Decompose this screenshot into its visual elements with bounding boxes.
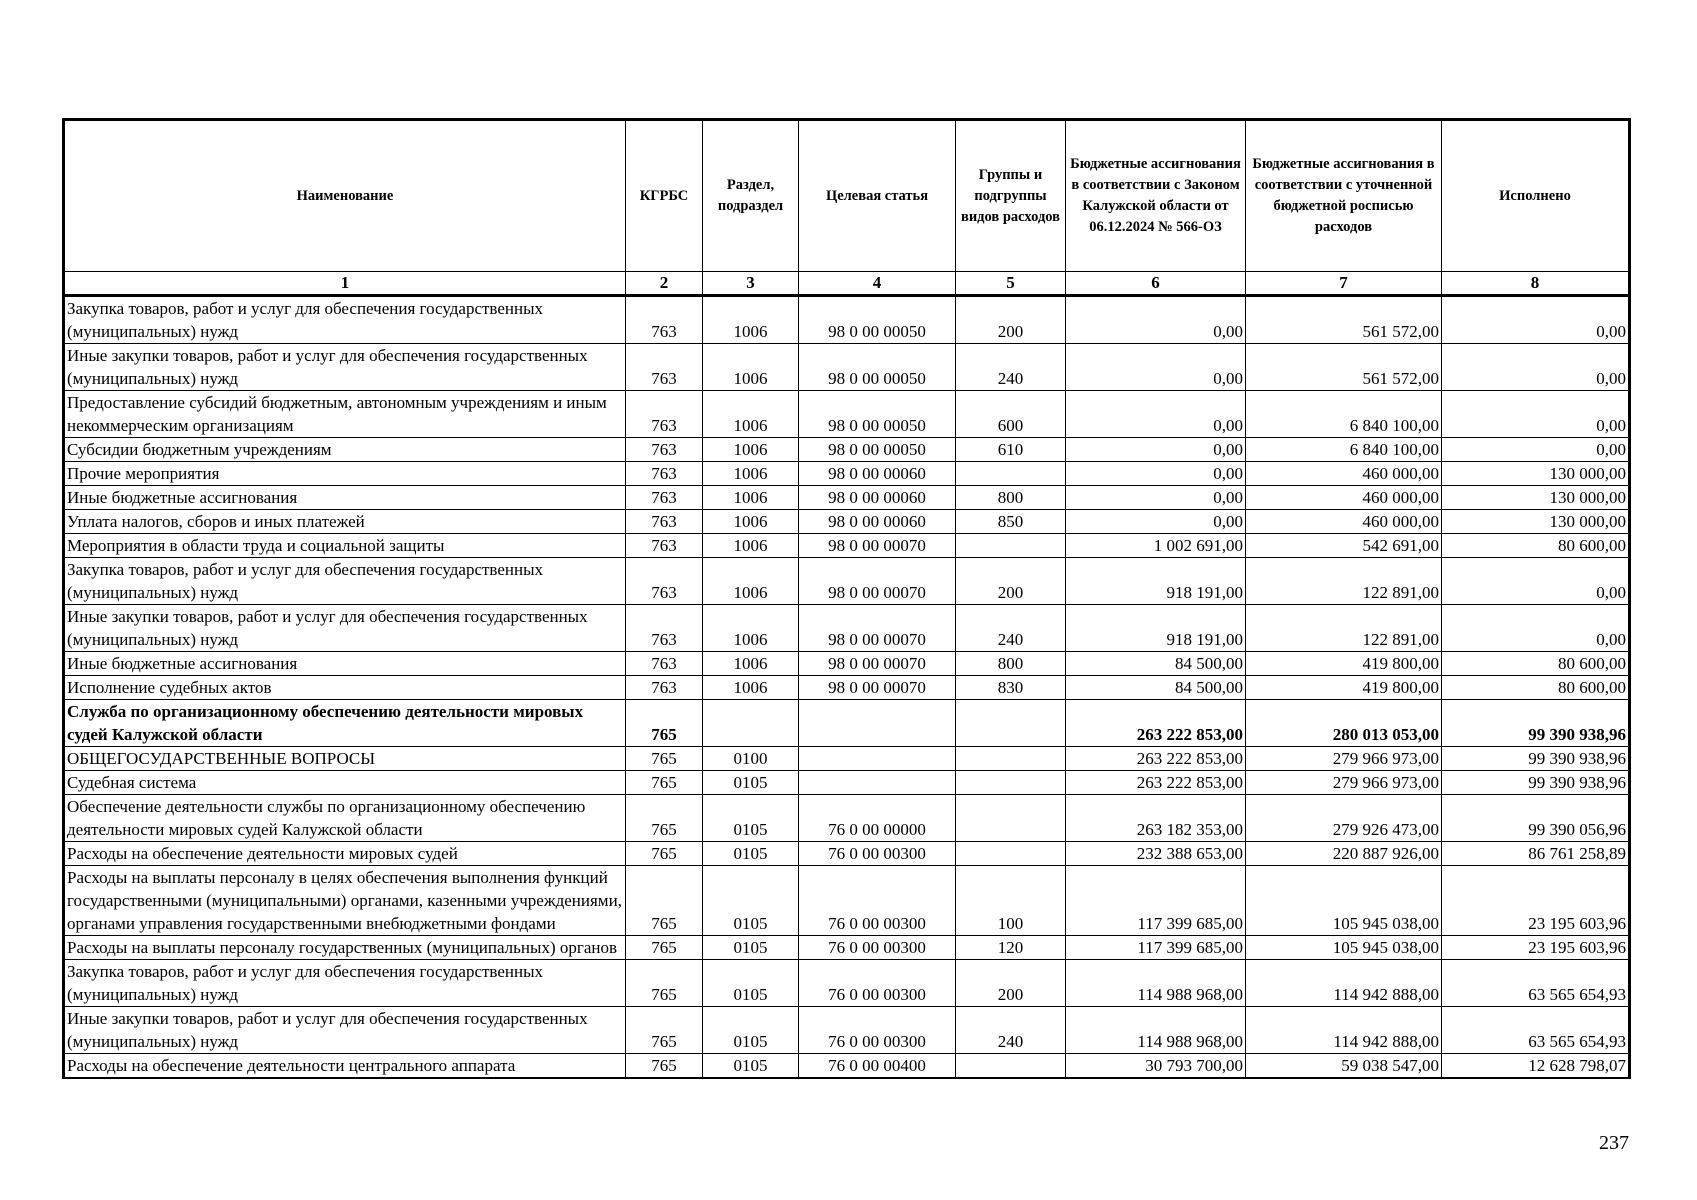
cell-executed: 80 600,00: [1442, 676, 1630, 700]
cell-target-article: 76 0 00 00300: [799, 1007, 956, 1054]
cell-kgrbs: 765: [626, 842, 703, 866]
cell-kgrbs: 765: [626, 936, 703, 960]
cell-expense-group: 610: [956, 438, 1066, 462]
cell-kgrbs: 765: [626, 960, 703, 1007]
cell-expense-group: [956, 842, 1066, 866]
cell-executed: 12 628 798,07: [1442, 1054, 1630, 1079]
cell-kgrbs: 763: [626, 605, 703, 652]
cell-expense-group: 240: [956, 344, 1066, 391]
header-kgrbs: КГРБС: [626, 120, 703, 272]
column-number: 4: [799, 272, 956, 296]
cell-expense-group: [956, 795, 1066, 842]
cell-target-article: 98 0 00 00060: [799, 510, 956, 534]
cell-kgrbs: 763: [626, 676, 703, 700]
cell-executed: 0,00: [1442, 438, 1630, 462]
cell-law-allocation: 84 500,00: [1066, 676, 1246, 700]
cell-name: ОБЩЕГОСУДАРСТВЕННЫЕ ВОПРОСЫ: [64, 747, 626, 771]
cell-name: Судебная система: [64, 771, 626, 795]
column-number-row: [64, 272, 1630, 296]
cell-law-allocation: 263 222 853,00: [1066, 700, 1246, 747]
table-row: [64, 1054, 1630, 1079]
cell-section: 0105: [703, 960, 799, 1007]
table-row: [64, 866, 1630, 936]
cell-law-allocation: 114 988 968,00: [1066, 960, 1246, 1007]
cell-law-allocation: 0,00: [1066, 462, 1246, 486]
page-number: 237: [1599, 1132, 1629, 1154]
cell-executed: 0,00: [1442, 296, 1630, 344]
cell-refined-allocation: 114 942 888,00: [1246, 960, 1442, 1007]
cell-section: 1006: [703, 486, 799, 510]
column-number: 3: [703, 272, 799, 296]
cell-section: 0105: [703, 1007, 799, 1054]
cell-name: Расходы на выплаты персоналу в целях обеспечения выполнения функций государственными (муниципальными) органами, казенными учреждениями, органами управления государственными внебюджетными фондами: [64, 866, 626, 936]
cell-kgrbs: 765: [626, 747, 703, 771]
cell-kgrbs: 765: [626, 1007, 703, 1054]
table-row: [64, 771, 1630, 795]
cell-target-article: 98 0 00 00050: [799, 438, 956, 462]
cell-expense-group: 120: [956, 936, 1066, 960]
cell-expense-group: [956, 462, 1066, 486]
cell-name: Предоставление субсидий бюджетным, автономным учреждениям и иным некоммерческим организациям: [64, 391, 626, 438]
cell-section: 1006: [703, 652, 799, 676]
cell-name: Служба по организационному обеспечению деятельности мировых судей Калужской области: [64, 700, 626, 747]
cell-refined-allocation: 279 926 473,00: [1246, 795, 1442, 842]
cell-refined-allocation: 6 840 100,00: [1246, 391, 1442, 438]
cell-refined-allocation: 419 800,00: [1246, 652, 1442, 676]
cell-name: Расходы на выплаты персоналу государственных (муниципальных) органов: [64, 936, 626, 960]
cell-section: 1006: [703, 558, 799, 605]
cell-executed: 0,00: [1442, 558, 1630, 605]
cell-refined-allocation: 460 000,00: [1246, 462, 1442, 486]
cell-name: Иные закупки товаров, работ и услуг для обеспечения государственных (муниципальных) нужд: [64, 605, 626, 652]
budget-table-container: [62, 118, 1628, 1079]
cell-section: 1006: [703, 344, 799, 391]
cell-expense-group: 240: [956, 1007, 1066, 1054]
cell-expense-group: 800: [956, 486, 1066, 510]
cell-name: Прочие мероприятия: [64, 462, 626, 486]
cell-expense-group: 100: [956, 866, 1066, 936]
cell-refined-allocation: 59 038 547,00: [1246, 1054, 1442, 1079]
cell-section: 0105: [703, 1054, 799, 1079]
cell-section: 0105: [703, 936, 799, 960]
cell-law-allocation: 30 793 700,00: [1066, 1054, 1246, 1079]
cell-target-article: 76 0 00 00300: [799, 936, 956, 960]
cell-refined-allocation: 460 000,00: [1246, 486, 1442, 510]
cell-expense-group: 600: [956, 391, 1066, 438]
cell-target-article: 98 0 00 00070: [799, 558, 956, 605]
cell-expense-group: [956, 534, 1066, 558]
table-row: [64, 842, 1630, 866]
cell-target-article: 98 0 00 00060: [799, 486, 956, 510]
cell-executed: 63 565 654,93: [1442, 960, 1630, 1007]
cell-name: Субсидии бюджетным учреждениям: [64, 438, 626, 462]
cell-target-article: [799, 771, 956, 795]
cell-refined-allocation: 280 013 053,00: [1246, 700, 1442, 747]
cell-name: Иные закупки товаров, работ и услуг для обеспечения государственных (муниципальных) нужд: [64, 1007, 626, 1054]
cell-executed: 80 600,00: [1442, 534, 1630, 558]
header-section: Раздел, подраздел: [703, 120, 799, 272]
cell-refined-allocation: 220 887 926,00: [1246, 842, 1442, 866]
table-row: [64, 795, 1630, 842]
cell-expense-group: [956, 771, 1066, 795]
table-row: [64, 438, 1630, 462]
table-row: [64, 486, 1630, 510]
cell-law-allocation: 117 399 685,00: [1066, 936, 1246, 960]
cell-refined-allocation: 122 891,00: [1246, 605, 1442, 652]
cell-executed: 99 390 938,96: [1442, 700, 1630, 747]
cell-name: Иные бюджетные ассигнования: [64, 486, 626, 510]
cell-kgrbs: 763: [626, 558, 703, 605]
cell-target-article: 76 0 00 00400: [799, 1054, 956, 1079]
cell-kgrbs: 763: [626, 486, 703, 510]
cell-law-allocation: 0,00: [1066, 296, 1246, 344]
cell-refined-allocation: 122 891,00: [1246, 558, 1442, 605]
cell-section: 1006: [703, 605, 799, 652]
cell-refined-allocation: 460 000,00: [1246, 510, 1442, 534]
column-number: 6: [1066, 272, 1246, 296]
cell-kgrbs: 765: [626, 795, 703, 842]
table-row: [64, 676, 1630, 700]
cell-refined-allocation: 279 966 973,00: [1246, 747, 1442, 771]
cell-section: 1006: [703, 534, 799, 558]
header-expense-groups: Группы и подгруппы видов расходов: [956, 120, 1066, 272]
column-number: 1: [64, 272, 626, 296]
cell-section: 1006: [703, 462, 799, 486]
cell-section: 1006: [703, 438, 799, 462]
cell-law-allocation: 84 500,00: [1066, 652, 1246, 676]
cell-law-allocation: 117 399 685,00: [1066, 866, 1246, 936]
cell-target-article: 76 0 00 00000: [799, 795, 956, 842]
cell-expense-group: 200: [956, 558, 1066, 605]
header-law-allocations: Бюджетные ассигнования в соответствии с Законом Калужской области от 06.12.2024 № 566-ОЗ: [1066, 120, 1246, 272]
cell-section: 0100: [703, 747, 799, 771]
cell-name: Обеспечение деятельности службы по организационному обеспечению деятельности мировых судей Калужской области: [64, 795, 626, 842]
cell-executed: 130 000,00: [1442, 462, 1630, 486]
table-row: [64, 747, 1630, 771]
cell-target-article: [799, 747, 956, 771]
header-row: [64, 120, 1630, 272]
cell-target-article: 76 0 00 00300: [799, 842, 956, 866]
cell-name: Исполнение судебных актов: [64, 676, 626, 700]
cell-section: 0105: [703, 866, 799, 936]
cell-name: Уплата налогов, сборов и иных платежей: [64, 510, 626, 534]
cell-executed: 80 600,00: [1442, 652, 1630, 676]
cell-section: 1006: [703, 510, 799, 534]
cell-executed: 63 565 654,93: [1442, 1007, 1630, 1054]
cell-executed: 0,00: [1442, 344, 1630, 391]
cell-refined-allocation: 6 840 100,00: [1246, 438, 1442, 462]
table-row: [64, 558, 1630, 605]
cell-target-article: 98 0 00 00070: [799, 652, 956, 676]
cell-kgrbs: 763: [626, 462, 703, 486]
cell-law-allocation: 0,00: [1066, 486, 1246, 510]
cell-section: 1006: [703, 676, 799, 700]
table-row: [64, 652, 1630, 676]
cell-law-allocation: 263 222 853,00: [1066, 747, 1246, 771]
cell-executed: 0,00: [1442, 391, 1630, 438]
cell-kgrbs: 765: [626, 1054, 703, 1079]
cell-name: Мероприятия в области труда и социальной защиты: [64, 534, 626, 558]
cell-executed: 23 195 603,96: [1442, 866, 1630, 936]
cell-executed: 99 390 056,96: [1442, 795, 1630, 842]
cell-executed: 99 390 938,96: [1442, 771, 1630, 795]
cell-kgrbs: 765: [626, 771, 703, 795]
cell-kgrbs: 763: [626, 391, 703, 438]
cell-law-allocation: 263 182 353,00: [1066, 795, 1246, 842]
cell-target-article: 98 0 00 00050: [799, 344, 956, 391]
cell-expense-group: [956, 747, 1066, 771]
cell-target-article: 98 0 00 00050: [799, 391, 956, 438]
cell-name: Закупка товаров, работ и услуг для обеспечения государственных (муниципальных) нужд: [64, 558, 626, 605]
cell-law-allocation: 0,00: [1066, 510, 1246, 534]
cell-target-article: 98 0 00 00070: [799, 676, 956, 700]
cell-expense-group: 200: [956, 296, 1066, 344]
cell-executed: 130 000,00: [1442, 510, 1630, 534]
cell-section: 1006: [703, 391, 799, 438]
cell-law-allocation: 0,00: [1066, 344, 1246, 391]
cell-law-allocation: 114 988 968,00: [1066, 1007, 1246, 1054]
cell-kgrbs: 765: [626, 700, 703, 747]
cell-refined-allocation: 561 572,00: [1246, 296, 1442, 344]
cell-kgrbs: 763: [626, 652, 703, 676]
header-target-article: Целевая статья: [799, 120, 956, 272]
cell-name: Закупка товаров, работ и услуг для обеспечения государственных (муниципальных) нужд: [64, 296, 626, 344]
column-number: 7: [1246, 272, 1442, 296]
cell-law-allocation: 1 002 691,00: [1066, 534, 1246, 558]
table-row: [64, 462, 1630, 486]
cell-kgrbs: 763: [626, 534, 703, 558]
cell-kgrbs: 763: [626, 344, 703, 391]
table-row: [64, 605, 1630, 652]
cell-refined-allocation: 105 945 038,00: [1246, 936, 1442, 960]
cell-section: 1006: [703, 296, 799, 344]
cell-target-article: [799, 700, 956, 747]
cell-expense-group: [956, 1054, 1066, 1079]
table-row: [64, 700, 1630, 747]
cell-executed: 130 000,00: [1442, 486, 1630, 510]
cell-name: Иные бюджетные ассигнования: [64, 652, 626, 676]
cell-target-article: 76 0 00 00300: [799, 866, 956, 936]
table-row: [64, 1007, 1630, 1054]
table-row: [64, 534, 1630, 558]
cell-section: 0105: [703, 842, 799, 866]
table-row: [64, 344, 1630, 391]
column-number: 8: [1442, 272, 1630, 296]
table-row: [64, 936, 1630, 960]
cell-expense-group: 830: [956, 676, 1066, 700]
cell-law-allocation: 263 222 853,00: [1066, 771, 1246, 795]
cell-expense-group: [956, 700, 1066, 747]
cell-name: Расходы на обеспечение деятельности мировых судей: [64, 842, 626, 866]
cell-executed: 99 390 938,96: [1442, 747, 1630, 771]
table-row: [64, 391, 1630, 438]
cell-kgrbs: 763: [626, 438, 703, 462]
cell-refined-allocation: 419 800,00: [1246, 676, 1442, 700]
cell-name: Иные закупки товаров, работ и услуг для обеспечения государственных (муниципальных) нужд: [64, 344, 626, 391]
cell-refined-allocation: 561 572,00: [1246, 344, 1442, 391]
header-refined-allocations: Бюджетные ассигнования в соответствии с уточненной бюджетной росписью расходов: [1246, 120, 1442, 272]
cell-target-article: 98 0 00 00060: [799, 462, 956, 486]
cell-executed: 86 761 258,89: [1442, 842, 1630, 866]
cell-target-article: 98 0 00 00050: [799, 296, 956, 344]
column-number: 5: [956, 272, 1066, 296]
cell-refined-allocation: 542 691,00: [1246, 534, 1442, 558]
column-number: 2: [626, 272, 703, 296]
cell-name: Расходы на обеспечение деятельности центрального аппарата: [64, 1054, 626, 1079]
cell-law-allocation: 232 388 653,00: [1066, 842, 1246, 866]
cell-section: 0105: [703, 795, 799, 842]
cell-executed: 23 195 603,96: [1442, 936, 1630, 960]
table-row: [64, 960, 1630, 1007]
cell-section: [703, 700, 799, 747]
table-body: [64, 296, 1630, 1079]
cell-target-article: 98 0 00 00070: [799, 534, 956, 558]
cell-name: Закупка товаров, работ и услуг для обеспечения государственных (муниципальных) нужд: [64, 960, 626, 1007]
budget-table: [62, 118, 1631, 1079]
cell-executed: 0,00: [1442, 605, 1630, 652]
cell-law-allocation: 918 191,00: [1066, 558, 1246, 605]
cell-expense-group: 850: [956, 510, 1066, 534]
cell-refined-allocation: 279 966 973,00: [1246, 771, 1442, 795]
cell-target-article: 76 0 00 00300: [799, 960, 956, 1007]
cell-kgrbs: 763: [626, 296, 703, 344]
cell-kgrbs: 763: [626, 510, 703, 534]
cell-refined-allocation: 114 942 888,00: [1246, 1007, 1442, 1054]
cell-law-allocation: 0,00: [1066, 438, 1246, 462]
cell-expense-group: 800: [956, 652, 1066, 676]
cell-section: 0105: [703, 771, 799, 795]
table-row: [64, 510, 1630, 534]
header-name: Наименование: [64, 120, 626, 272]
cell-law-allocation: 918 191,00: [1066, 605, 1246, 652]
cell-expense-group: 200: [956, 960, 1066, 1007]
cell-refined-allocation: 105 945 038,00: [1246, 866, 1442, 936]
cell-kgrbs: 765: [626, 866, 703, 936]
table-row: [64, 296, 1630, 344]
cell-expense-group: 240: [956, 605, 1066, 652]
header-executed: Исполнено: [1442, 120, 1630, 272]
cell-target-article: 98 0 00 00070: [799, 605, 956, 652]
cell-law-allocation: 0,00: [1066, 391, 1246, 438]
